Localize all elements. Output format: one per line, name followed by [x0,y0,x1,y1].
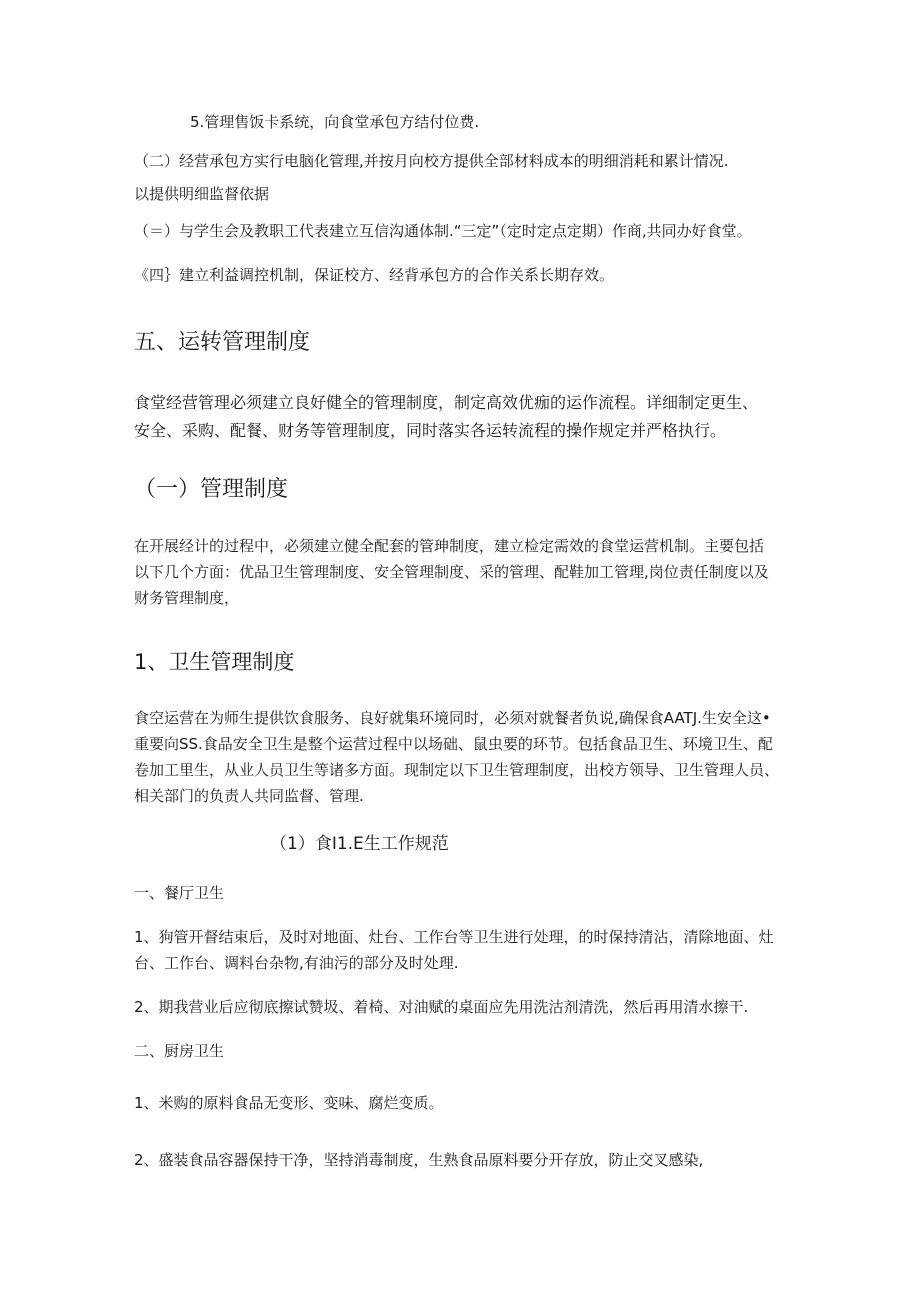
paragraph-item-4: 《四｝建立利益调控机制，保证校方、经背承包方的合作关系长期存效。 [134,266,615,284]
list-item-5: 5.管理售饭卡系统，向食堂承包方结付位费. [190,113,480,131]
mgmt-paragraph-line-1: 在开展经计的过程中，必须建立健全配套的管珅制度，建立检定需效的食堂运营机制。主要包括 [134,537,765,555]
mgmt-paragraph-line-2: 以下几个方面：优品卫生管理制度、安全管理制度、采的管理、配鞋加工管理,岗位责任制度以及 [134,563,769,581]
section-heading-5: 五、运转管理制度 [134,330,311,355]
paragraph-item-2: （二）经营承包方实行电脑化管理,并按月向校方提供全部材料成本的明细消耗和累计情况. [134,152,729,170]
intro-paragraph-line-1: 食堂经营管理必须建立良好健全的管理制度，制定高效优痂的运作流程。详细制定更生、 [134,393,759,412]
section-heading-hygiene: 1、卫生管理制度 [134,650,295,674]
hygiene-paragraph-line-4: 相关部门的负责人共同监督、管理. [134,787,364,805]
work-spec-heading: （1）食I1.E生工作规范 [270,834,449,854]
hygiene-paragraph-line-3: 卷加工里生，从业人员卫生等诸多方面。现制定以下卫生管理制度，出校方领导、卫生管理人员、 [134,761,780,779]
dining-hall-heading: 一、餐厅卫生 [134,884,225,902]
dining-item-2: 2、期我营业后应彻底擦试赞圾、着椅、对油赋的桌面应先用洗沽剂清洗，然后再用清水擦干. [134,998,749,1016]
hygiene-paragraph-line-1: 食空运营在为师生提供饮食服务、良好就集环境同时，必须对就餐者负说,确保食AATJ.生安全这• [134,709,771,727]
kitchen-heading: 二、厨房卫生 [134,1042,225,1060]
kitchen-item-1: 1、米购的原料食品无变形、变味、腐烂变质。 [134,1094,444,1112]
paragraph-item-3: （＝）与学生会及教职工代表建立互信沟通体制.“三定”（定时定点定期）作商,共同办好食堂。 [134,222,752,240]
intro-paragraph-line-2: 安全、采购、配餐、财务等管理制度，同时落实各运转流程的操作规定并严格执行。 [134,421,727,440]
kitchen-item-2: 2、盛装食品容器保持干净，坚持消毒制度，生熟食品原料要分开存放，防止交叉感染, [134,1151,704,1169]
hygiene-paragraph-line-2: 重要向SS.食品安全卫生是整个运营过程中以场础、鼠虫要的环节。包括食品卫生、环境卫生、配 [134,735,773,753]
subsection-heading-1: （一）管理制度 [134,477,289,502]
paragraph-item-2-cont: 以提供明细监督依据 [134,185,270,203]
mgmt-paragraph-line-3: 财务管理制度， [134,589,240,607]
dining-item-1-line-2: 台、工作台、调料台杂物,有油污的部分及时处理. [134,954,459,972]
dining-item-1-line-1: 1、狗管开督结束后，及时对地面、灶台、工作台等卫生进行处理，的时保持清沾，清除地面、灶 [134,928,774,946]
